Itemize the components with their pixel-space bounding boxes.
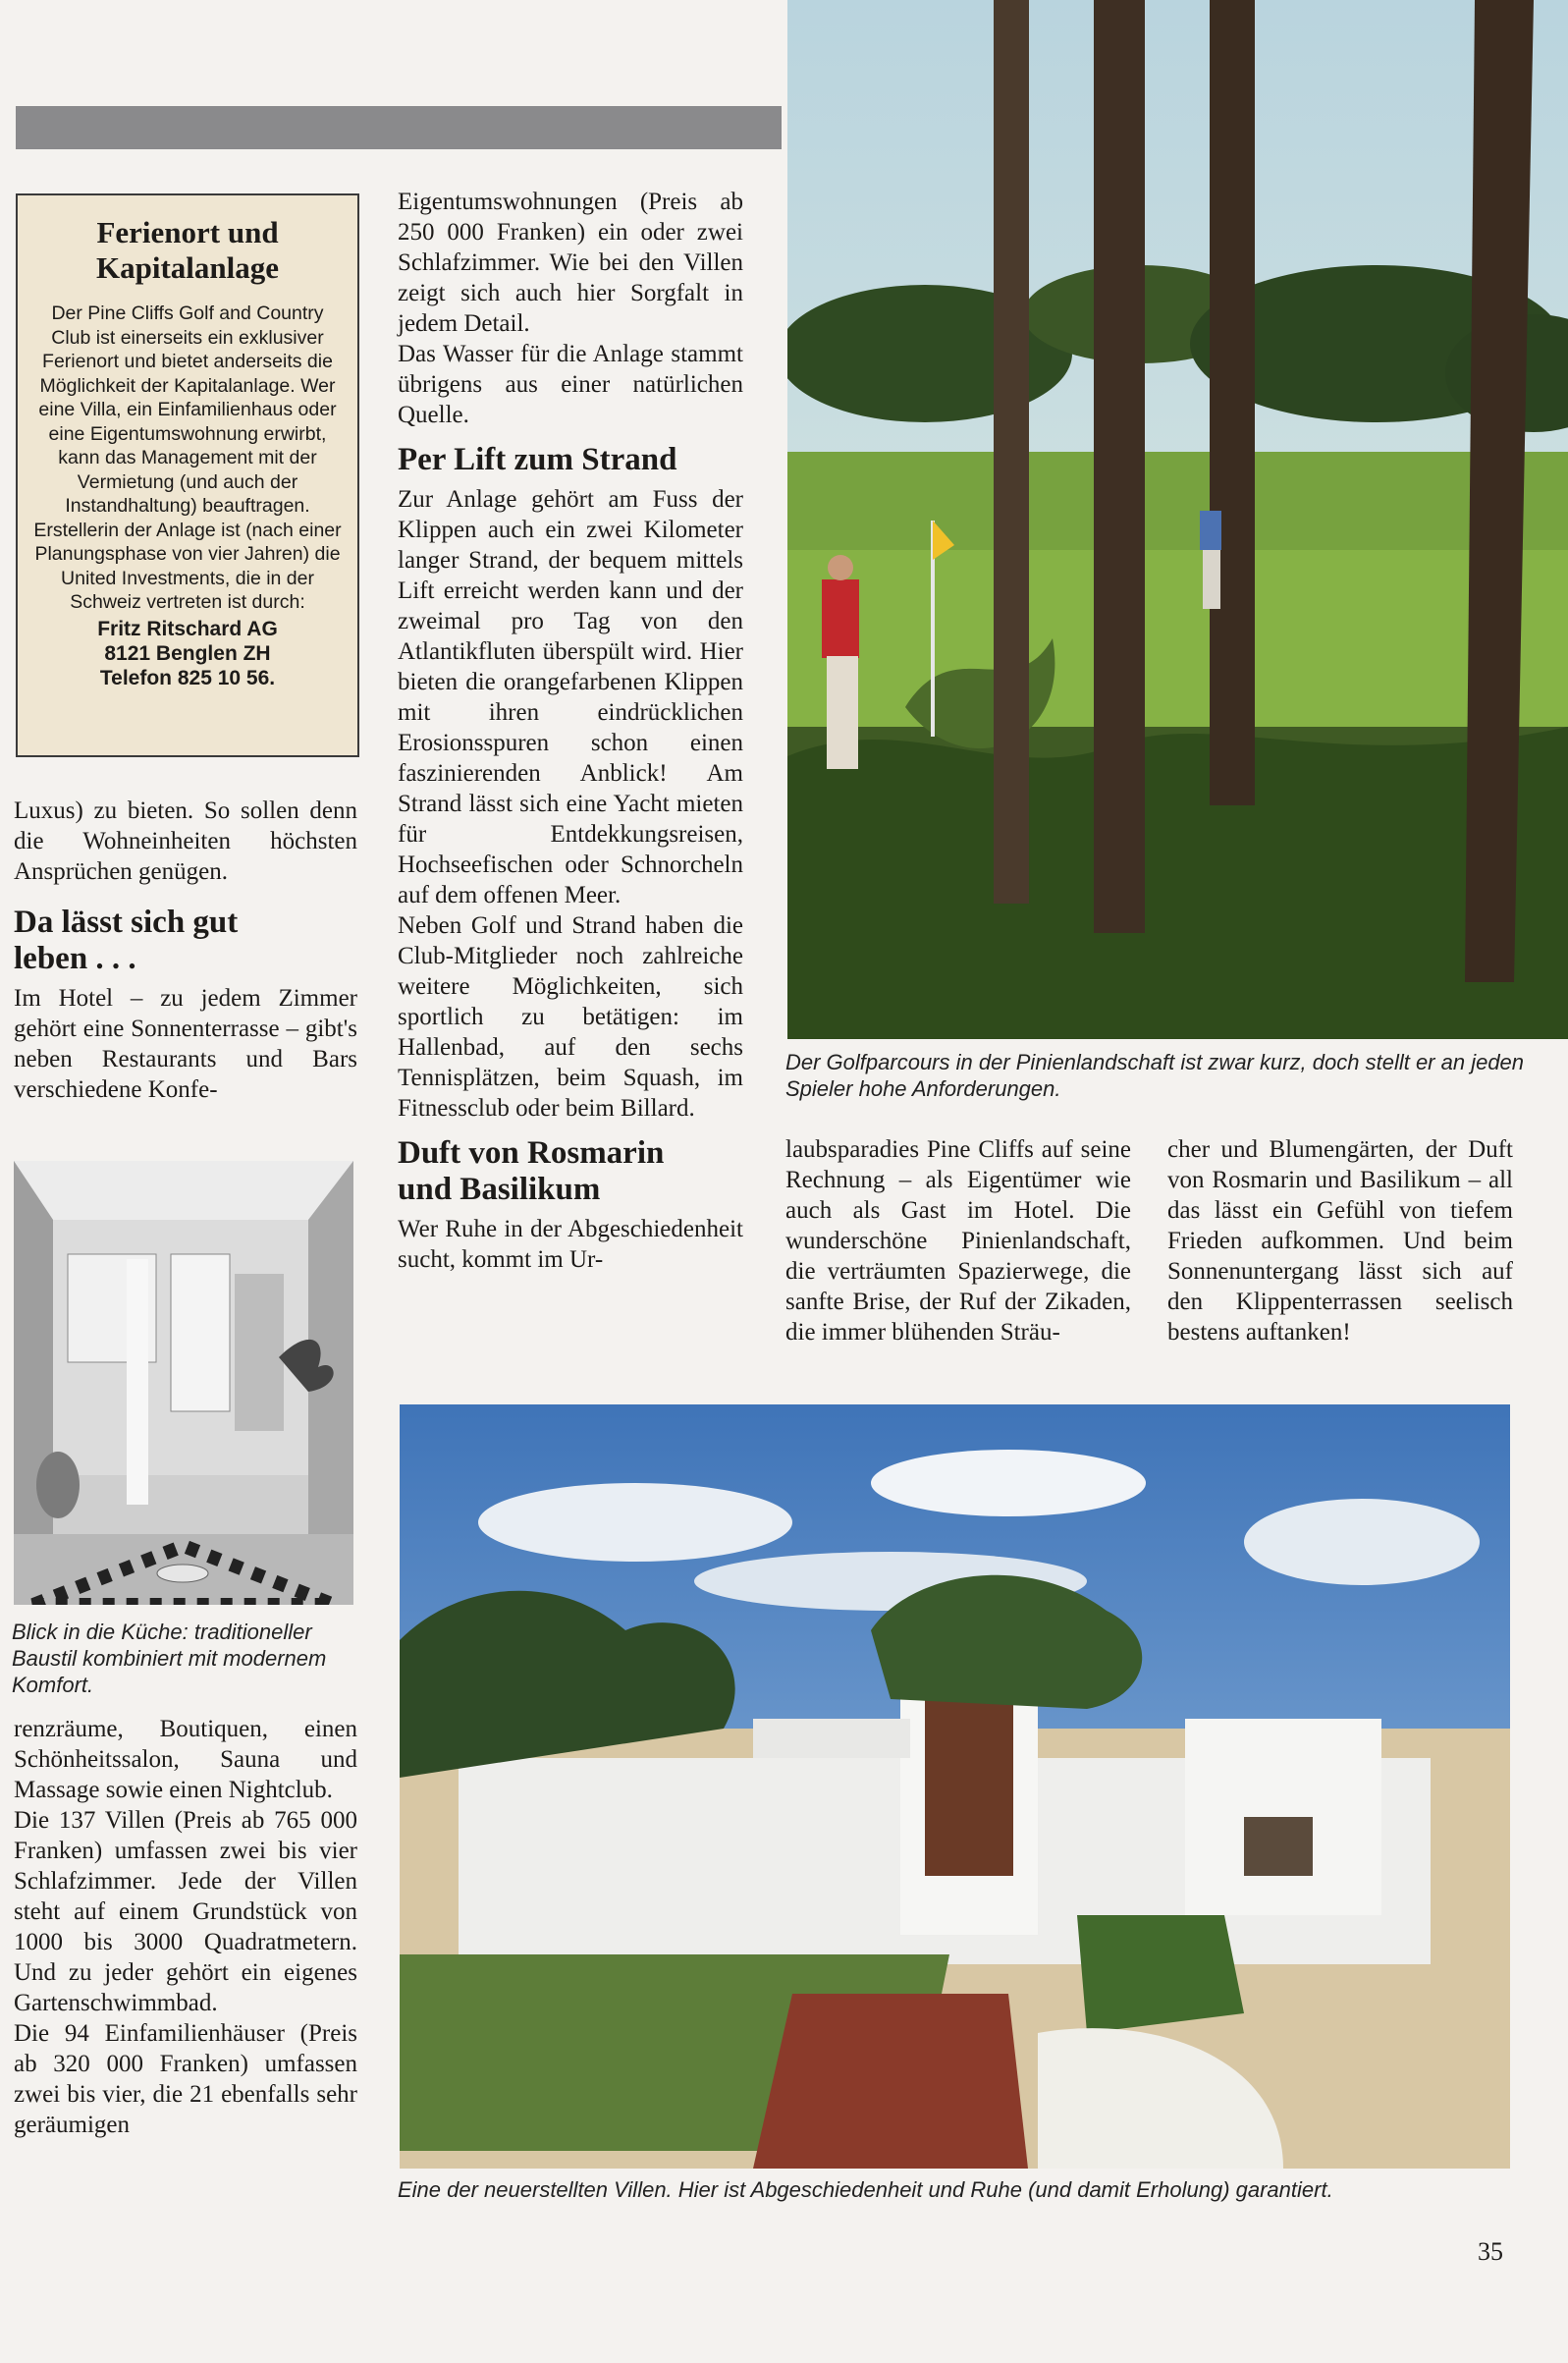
info-box-title: Ferienort und Kapitalanlage xyxy=(95,215,279,285)
paragraph: Eigentumswohnungen (Preis ab 250 000 Franken) ein oder zwei Schlafzimmer. Wie bei den Villen zeigt sich auch hier Sorgfalt in jedem Detail. xyxy=(398,189,743,337)
paragraph: renzräume, Boutiquen, einen Schönheitssalon, Sauna und Massage sowie einen Nightclub. xyxy=(14,1716,357,1803)
header-rule-bar xyxy=(16,106,782,149)
info-box-body: Der Pine Cliffs Golf and Country Club ist einerseits ein exklusiver Ferienort und bietet anderseits die Möglichkeit der Kapitalanlage. Wer eine Villa, ein Einfamilienhaus oder eine Eigentumswohnung erwirbt, kann das Management mit der Vermietung (und auch der Instandhaltung) beauftragen. Erstellerin der Anlage ist (nach einer Planungsphase von vier Jahren) die United Investments, die in der Schweiz vertreten ist durch: xyxy=(33,302,342,613)
section-heading: Per Lift zum Strand xyxy=(398,442,677,477)
paragraph: Die 137 Villen (Preis ab 765 000 Franken) umfassen zwei bis vier Schlafzimmer. Jede der Villen steht auf einem Grundstück von 1000 bis 3000 Quadratmetern. Und zu jeder gehört ein eigenes Gartenschwimmbad. xyxy=(14,1807,357,2016)
column-1-top xyxy=(14,796,357,1105)
kitchen-caption: Blick in die Küche: traditioneller Baustil kombiniert mit modernem Komfort. xyxy=(12,1620,327,1697)
villa-caption: Eine der neuerstellten Villen. Hier ist Abgeschiedenheit und Ruhe (und damit Erholung) garantiert. xyxy=(398,2177,1333,2202)
golf-caption: Der Golfparcours in der Pinienlandschaft ist zwar kurz, doch stellt er an jeden Spieler hohe Anforderungen. xyxy=(785,1050,1525,1101)
column-4 xyxy=(1167,1134,1513,1347)
info-box xyxy=(16,193,359,757)
paragraph: Wer Ruhe in der Abgeschiedenheit sucht, kommt im Ur- xyxy=(398,1216,743,1273)
paragraph: Zur Anlage gehört am Fuss der Klippen auch ein zwei Kilometer langer Strand, der bequem mittels Lift erreicht werden kann und der zweimal pro Tag von den Atlantikfluten überspült wird. Hier bieten die orangefarbenen Klippen mit ihren eindrücklichen Erosionsspuren schon einen faszinierenden Anblick! Am Strand lässt sich eine Yacht mieten für Entdekkungsreisen, Hochseefischen oder Schnorcheln auf dem offenen Meer. xyxy=(398,486,743,908)
column-1-bottom xyxy=(14,1714,357,2140)
page-number: 35 xyxy=(1478,2237,1503,2266)
paragraph: Im Hotel – zu jedem Zimmer gehört eine Sonnenterrasse – gibt's neben Restaurants und Bars verschiedene Konfe- xyxy=(14,985,357,1103)
villa-photo xyxy=(400,1404,1510,2169)
paragraph: cher und Blumengärten, der Duft von Rosmarin und Basilikum – all das lässt ein Gefühl von tiefem Frieden aufkommen. Und beim Sonnenuntergang lässt sich auf den Klippenterrassen seelisch bestens auftanken! xyxy=(1167,1136,1513,1346)
paragraph: Die 94 Einfamilienhäuser (Preis ab 320 000 Franken) umfassen zwei bis vier, die 21 ebenfalls sehr geräumigen xyxy=(14,2020,357,2138)
kitchen-photo xyxy=(14,1161,353,1605)
contact-address: 8121 Benglen ZH xyxy=(104,641,271,665)
paragraph: Luxus) zu bieten. So sollen denn die Wohneinheiten höchsten Ansprüchen genügen. xyxy=(14,797,357,885)
column-3 xyxy=(785,1134,1131,1347)
contact-phone: Telefon 825 10 56. xyxy=(99,666,276,689)
paragraph: laubsparadies Pine Cliffs auf seine Rechnung – als Eigentümer wie auch als Gast im Hotel. Die wunderschöne Pinienlandschaft, die verträumten Spazierwege, die sanfte Brise, der Ruf der Zikaden, die immer blühenden Sträu- xyxy=(785,1136,1131,1346)
paragraph: Das Wasser für die Anlage stammt übrigens aus einer natürlichen Quelle. xyxy=(398,341,743,428)
contact-name: Fritz Ritschard AG xyxy=(97,617,278,640)
column-2 xyxy=(398,187,743,1275)
paragraph: Neben Golf und Strand haben die Club-Mitglieder noch zahlreiche weitere Möglichkeiten, sich sportlich zu betätigen: im Hallenbad, auf den sechs Tennisplätzen, beim Squash, im Fitnessclub oder beim Billard. xyxy=(398,912,743,1122)
section-heading: Da lässt sich gut leben . . . xyxy=(14,905,239,976)
section-heading: Duft von Rosmarin und Basilikum xyxy=(398,1135,665,1207)
golf-course-photo xyxy=(787,0,1568,1039)
